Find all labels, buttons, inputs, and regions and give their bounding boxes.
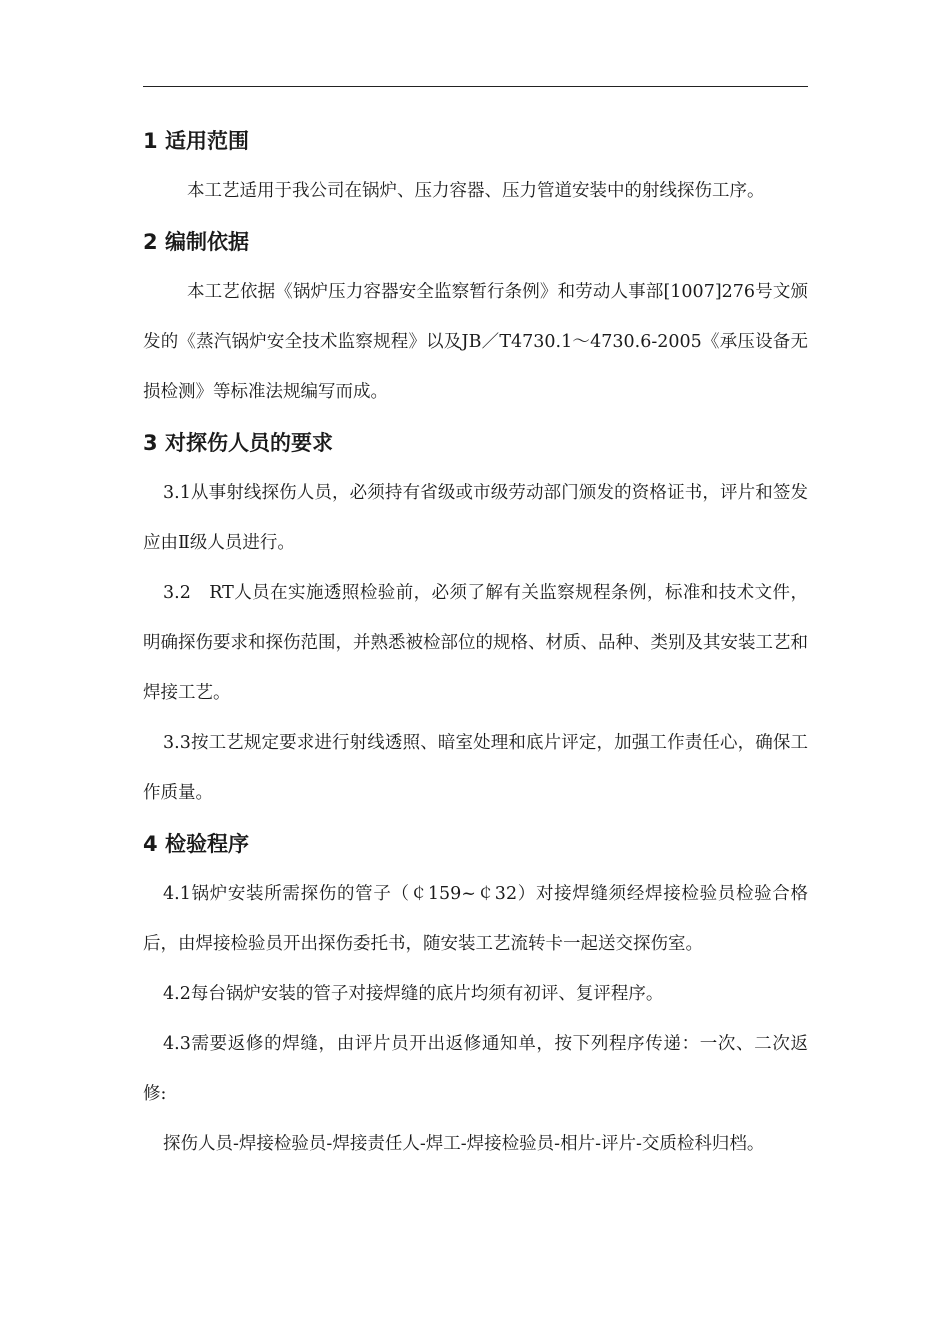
section-title: 编制依据 [165,230,249,254]
document-body [143,118,808,1169]
section-heading [143,118,808,163]
section-2 [143,219,808,417]
section-title: 适用范围 [165,129,249,153]
paragraph: 本工艺适用于我公司在锅炉、压力容器、压力管道安装中的射线探伤工序。 [187,181,765,201]
paragraph: 3.3按工艺规定要求进行射线透照、暗室处理和底片评定，加强工作责任心，确保工作质量。 [143,733,808,803]
paragraph: 探伤人员-焊接检验员-焊接责任人-焊工-焊接检验员-相片-评片-交质检科归档。 [163,1134,765,1154]
section-4 [143,821,808,1169]
section-1 [143,118,808,216]
section-title: 检验程序 [165,832,249,856]
section-number: 1 [143,129,158,153]
section-number: 4 [143,832,158,856]
paragraph: 3.2 RT人员在实施透照检验前，必须了解有关监察规程条例，标准和技术文件，明确探伤要求和探伤范围，并熟悉被检部位的规格、材质、品种、类别及其安装工艺和焊接工艺。 [143,583,808,703]
section-number: 3 [143,431,158,455]
header-rule [143,86,808,87]
section-3 [143,420,808,818]
paragraph: 4.2每台锅炉安装的管子对接焊缝的底片均须有初评、复评程序。 [163,984,664,1004]
section-number: 2 [143,230,158,254]
section-heading [143,219,808,264]
paragraph: 4.3需要返修的焊缝，由评片员开出返修通知单，按下列程序传递：一次、二次返修: [143,1034,808,1104]
paragraph: 4.1锅炉安装所需探伤的管子（￠159~￠32）对接焊缝须经焊接检验员检验合格后，由焊接检验员开出探伤委托书，随安装工艺流转卡一起送交探伤室。 [143,884,808,954]
section-heading [143,821,808,866]
section-title: 对探伤人员的要求 [165,431,333,455]
paragraph: 3.1从事射线探伤人员，必须持有省级或市级劳动部门颁发的资格证书，评片和签发应由Ⅱ级人员进行。 [143,483,808,553]
paragraph: 本工艺依据《锅炉压力容器安全监察暂行条例》和劳动人事部[1007]276号文颁发的《蒸汽锅炉安全技术监察规程》以及JB／T4730.1～4730.6-2005《承压设备无损检测》等标准法规编写而成。 [143,282,808,402]
section-heading [143,420,808,465]
